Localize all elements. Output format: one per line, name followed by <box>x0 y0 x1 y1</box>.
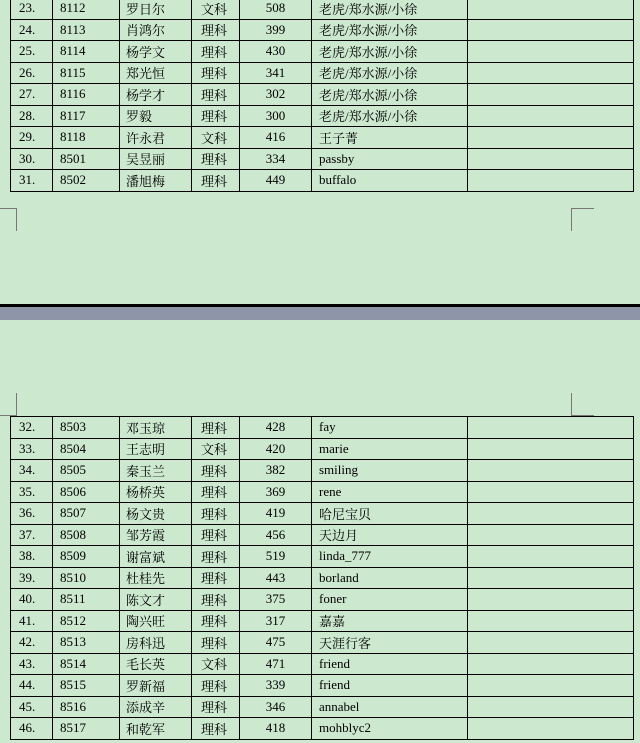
empty-cell <box>468 718 634 740</box>
student-name-cell: 杨桥英 <box>120 481 192 503</box>
student-name-cell: 杜桂先 <box>120 567 192 589</box>
student-name-cell: 添成辛 <box>120 696 192 718</box>
row-number-cell: 41. <box>11 610 53 632</box>
score-cell: 399 <box>240 19 312 41</box>
subject-type-cell: 理科 <box>192 589 240 611</box>
score-cell: 428 <box>240 417 312 439</box>
table-row <box>11 460 634 482</box>
score-cell: 430 <box>240 41 312 63</box>
row-number-cell: 43. <box>11 653 53 675</box>
student-id-cell: 8507 <box>53 503 120 525</box>
score-cell: 300 <box>240 105 312 127</box>
subject-type-cell: 理科 <box>192 41 240 63</box>
score-cell: 449 <box>240 170 312 192</box>
student-id-cell: 8502 <box>53 170 120 192</box>
username-cell: 老虎/郑水源/小徐 <box>312 84 468 106</box>
student-id-cell: 8505 <box>53 460 120 482</box>
crop-mark-bottom-right <box>571 208 594 231</box>
table-row <box>11 0 634 19</box>
username-cell: friend <box>312 653 468 675</box>
student-id-cell: 8510 <box>53 567 120 589</box>
table-row <box>11 19 634 41</box>
student-name-cell: 邓玉琼 <box>120 417 192 439</box>
student-id-cell: 8115 <box>53 62 120 84</box>
student-name-cell: 潘旭梅 <box>120 170 192 192</box>
username-cell: passby <box>312 148 468 170</box>
empty-cell <box>468 417 634 439</box>
score-cell: 420 <box>240 438 312 460</box>
student-table-page-1 <box>10 0 634 192</box>
subject-type-cell: 理科 <box>192 481 240 503</box>
username-cell: 老虎/郑水源/小徐 <box>312 41 468 63</box>
student-id-cell: 8116 <box>53 84 120 106</box>
student-id-cell: 8117 <box>53 105 120 127</box>
student-name-cell: 王志明 <box>120 438 192 460</box>
student-id-cell: 8118 <box>53 127 120 149</box>
empty-cell <box>468 62 634 84</box>
student-id-cell: 8508 <box>53 524 120 546</box>
subject-type-cell: 理科 <box>192 546 240 568</box>
row-number-cell: 46. <box>11 718 53 740</box>
subject-type-cell: 理科 <box>192 62 240 84</box>
empty-cell <box>468 0 634 19</box>
score-cell: 416 <box>240 127 312 149</box>
row-number-cell: 25. <box>11 41 53 63</box>
score-cell: 418 <box>240 718 312 740</box>
student-id-cell: 8517 <box>53 718 120 740</box>
score-cell: 317 <box>240 610 312 632</box>
empty-cell <box>468 19 634 41</box>
row-number-cell: 27. <box>11 84 53 106</box>
table-row <box>11 567 634 589</box>
empty-cell <box>468 460 634 482</box>
empty-cell <box>468 105 634 127</box>
row-number-cell: 36. <box>11 503 53 525</box>
username-cell: friend <box>312 675 468 697</box>
table-row <box>11 41 634 63</box>
table-row <box>11 62 634 84</box>
student-name-cell: 许永君 <box>120 127 192 149</box>
student-id-cell: 8501 <box>53 148 120 170</box>
score-cell: 346 <box>240 696 312 718</box>
score-cell: 339 <box>240 675 312 697</box>
crop-mark-bottom-left <box>0 208 17 231</box>
empty-cell <box>468 481 634 503</box>
table-row <box>11 653 634 675</box>
table-row <box>11 417 634 439</box>
empty-cell <box>468 675 634 697</box>
username-cell: foner <box>312 589 468 611</box>
score-cell: 302 <box>240 84 312 106</box>
subject-type-cell: 理科 <box>192 567 240 589</box>
subject-type-cell: 理科 <box>192 417 240 439</box>
student-name-cell: 和乾军 <box>120 718 192 740</box>
username-cell: 老虎/郑水源/小徐 <box>312 62 468 84</box>
empty-cell <box>468 41 634 63</box>
table-row <box>11 148 634 170</box>
table-row <box>11 170 634 192</box>
table-row <box>11 718 634 740</box>
table-row <box>11 503 634 525</box>
subject-type-cell: 理科 <box>192 696 240 718</box>
student-id-cell: 8512 <box>53 610 120 632</box>
student-id-cell: 8114 <box>53 41 120 63</box>
student-name-cell: 罗毅 <box>120 105 192 127</box>
row-number-cell: 24. <box>11 19 53 41</box>
score-cell: 475 <box>240 632 312 654</box>
row-number-cell: 30. <box>11 148 53 170</box>
student-name-cell: 肖鸿尔 <box>120 19 192 41</box>
score-cell: 471 <box>240 653 312 675</box>
student-name-cell: 罗新福 <box>120 675 192 697</box>
score-cell: 382 <box>240 460 312 482</box>
username-cell: mohblyc2 <box>312 718 468 740</box>
username-cell: smiling <box>312 460 468 482</box>
student-name-cell: 杨文贵 <box>120 503 192 525</box>
table-row <box>11 105 634 127</box>
username-cell: 老虎/郑水源/小徐 <box>312 19 468 41</box>
table-row <box>11 438 634 460</box>
student-name-cell: 杨学才 <box>120 84 192 106</box>
username-cell: annabel <box>312 696 468 718</box>
row-number-cell: 39. <box>11 567 53 589</box>
student-name-cell: 秦玉兰 <box>120 460 192 482</box>
username-cell: borland <box>312 567 468 589</box>
student-name-cell: 毛长英 <box>120 653 192 675</box>
page-break <box>0 304 640 320</box>
student-id-cell: 8503 <box>53 417 120 439</box>
row-number-cell: 42. <box>11 632 53 654</box>
student-name-cell: 陈文才 <box>120 589 192 611</box>
document-page-1 <box>0 0 640 304</box>
username-cell: 老虎/郑水源/小徐 <box>312 105 468 127</box>
empty-cell <box>468 438 634 460</box>
student-name-cell: 邹芳霞 <box>120 524 192 546</box>
empty-cell <box>468 610 634 632</box>
username-cell: 王子菁 <box>312 127 468 149</box>
table-row <box>11 546 634 568</box>
student-name-cell: 吴昱丽 <box>120 148 192 170</box>
score-cell: 456 <box>240 524 312 546</box>
subject-type-cell: 文科 <box>192 653 240 675</box>
row-number-cell: 45. <box>11 696 53 718</box>
score-cell: 419 <box>240 503 312 525</box>
row-number-cell: 32. <box>11 417 53 439</box>
subject-type-cell: 理科 <box>192 610 240 632</box>
student-id-cell: 8509 <box>53 546 120 568</box>
student-id-cell: 8511 <box>53 589 120 611</box>
subject-type-cell: 文科 <box>192 127 240 149</box>
table-row <box>11 481 634 503</box>
empty-cell <box>468 503 634 525</box>
score-cell: 519 <box>240 546 312 568</box>
table-row <box>11 610 634 632</box>
username-cell: fay <box>312 417 468 439</box>
empty-cell <box>468 170 634 192</box>
row-number-cell: 31. <box>11 170 53 192</box>
username-cell: 天边月 <box>312 524 468 546</box>
subject-type-cell: 理科 <box>192 148 240 170</box>
table-row <box>11 84 634 106</box>
row-number-cell: 28. <box>11 105 53 127</box>
student-id-cell: 8113 <box>53 19 120 41</box>
row-number-cell: 23. <box>11 0 53 19</box>
subject-type-cell: 理科 <box>192 718 240 740</box>
score-cell: 334 <box>240 148 312 170</box>
username-cell: buffalo <box>312 170 468 192</box>
row-number-cell: 35. <box>11 481 53 503</box>
row-number-cell: 37. <box>11 524 53 546</box>
subject-type-cell: 理科 <box>192 524 240 546</box>
empty-cell <box>468 148 634 170</box>
subject-type-cell: 理科 <box>192 675 240 697</box>
subject-type-cell: 理科 <box>192 105 240 127</box>
row-number-cell: 44. <box>11 675 53 697</box>
student-id-cell: 8514 <box>53 653 120 675</box>
score-cell: 443 <box>240 567 312 589</box>
student-id-cell: 8506 <box>53 481 120 503</box>
table-row <box>11 632 634 654</box>
row-number-cell: 40. <box>11 589 53 611</box>
empty-cell <box>468 696 634 718</box>
subject-type-cell: 理科 <box>192 84 240 106</box>
subject-type-cell: 理科 <box>192 19 240 41</box>
table-row <box>11 696 634 718</box>
empty-cell <box>468 653 634 675</box>
row-number-cell: 34. <box>11 460 53 482</box>
document-page-2 <box>0 320 640 743</box>
student-table-page-2 <box>10 416 634 740</box>
student-name-cell: 谢富斌 <box>120 546 192 568</box>
empty-cell <box>468 632 634 654</box>
score-cell: 508 <box>240 0 312 19</box>
row-number-cell: 38. <box>11 546 53 568</box>
empty-cell <box>468 589 634 611</box>
empty-cell <box>468 546 634 568</box>
crop-mark-top-right <box>571 393 594 416</box>
student-name-cell: 房科迅 <box>120 632 192 654</box>
table-row <box>11 589 634 611</box>
student-id-cell: 8504 <box>53 438 120 460</box>
student-id-cell: 8112 <box>53 0 120 19</box>
username-cell: 嘉嘉 <box>312 610 468 632</box>
username-cell: rene <box>312 481 468 503</box>
table-row <box>11 524 634 546</box>
score-cell: 375 <box>240 589 312 611</box>
student-name-cell: 郑光恒 <box>120 62 192 84</box>
student-id-cell: 8513 <box>53 632 120 654</box>
empty-cell <box>468 84 634 106</box>
subject-type-cell: 文科 <box>192 0 240 19</box>
table-row <box>11 127 634 149</box>
score-cell: 369 <box>240 481 312 503</box>
score-cell: 341 <box>240 62 312 84</box>
empty-cell <box>468 524 634 546</box>
student-id-cell: 8515 <box>53 675 120 697</box>
student-name-cell: 陶兴旺 <box>120 610 192 632</box>
row-number-cell: 33. <box>11 438 53 460</box>
username-cell: 哈尼宝贝 <box>312 503 468 525</box>
subject-type-cell: 理科 <box>192 632 240 654</box>
student-id-cell: 8516 <box>53 696 120 718</box>
row-number-cell: 26. <box>11 62 53 84</box>
student-name-cell: 罗日尔 <box>120 0 192 19</box>
username-cell: 老虎/郑水源/小徐 <box>312 0 468 19</box>
subject-type-cell: 理科 <box>192 503 240 525</box>
table-row <box>11 675 634 697</box>
subject-type-cell: 文科 <box>192 438 240 460</box>
subject-type-cell: 理科 <box>192 460 240 482</box>
empty-cell <box>468 127 634 149</box>
username-cell: marie <box>312 438 468 460</box>
row-number-cell: 29. <box>11 127 53 149</box>
student-name-cell: 杨学文 <box>120 41 192 63</box>
crop-mark-top-left <box>0 393 17 416</box>
subject-type-cell: 理科 <box>192 170 240 192</box>
empty-cell <box>468 567 634 589</box>
username-cell: 天涯行客 <box>312 632 468 654</box>
username-cell: linda_777 <box>312 546 468 568</box>
